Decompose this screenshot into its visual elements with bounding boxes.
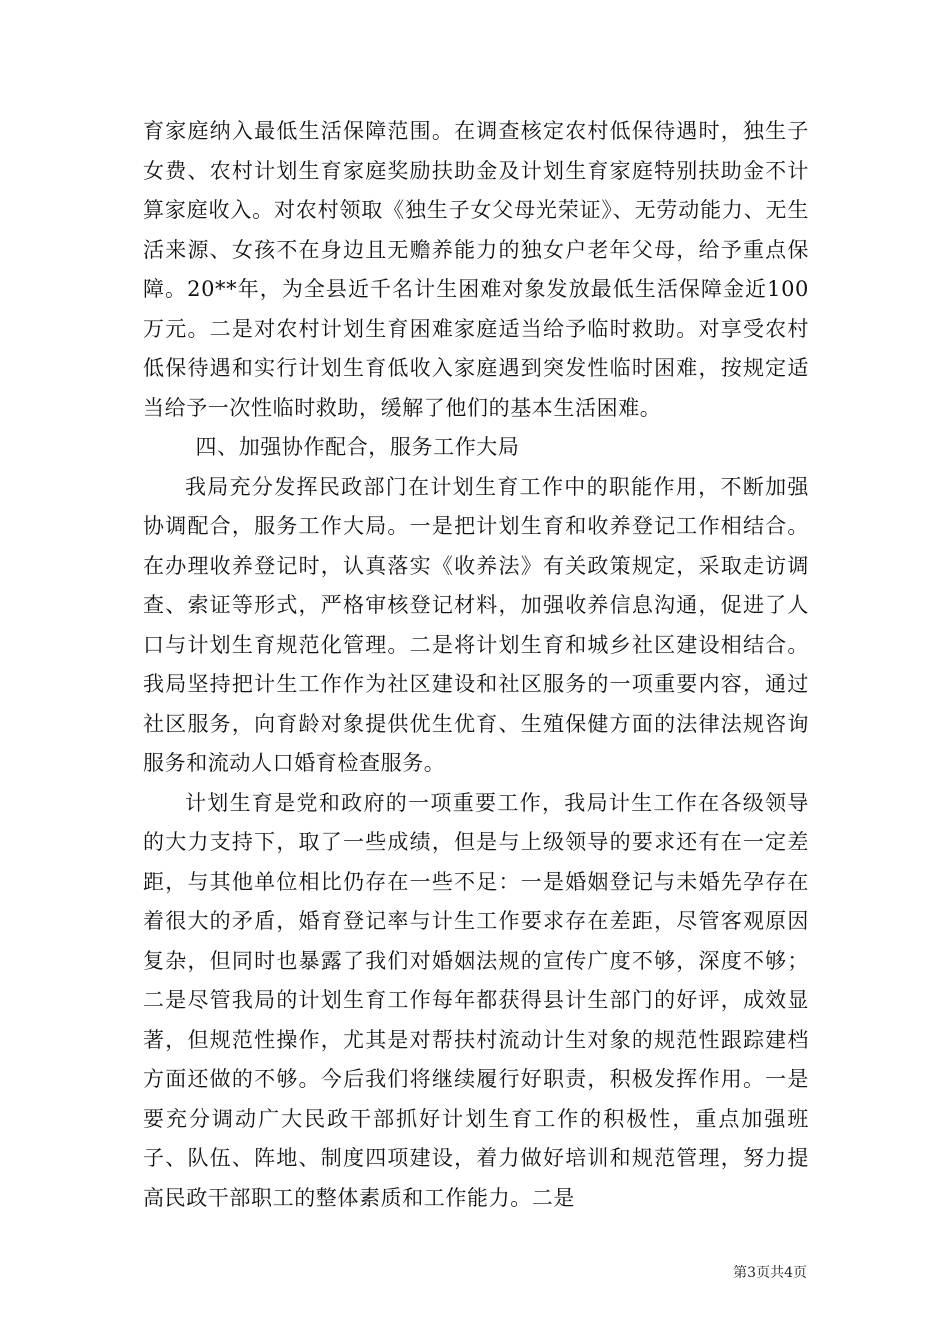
paragraph-summary: 计划生育是党和政府的一项重要工作，我局计生工作在各级领导的大力支持下，取了一些成绩，但是与上级领导的要求还有在一定差距，与其他单位相比仍存在一些不足：一是婚姻登记与未婚先孕存在着很大的矛盾，婚育登记率与计生工作要求存在差距，尽管客观原因复杂，但同时也暴露了我们对婚姻法规的宣传广度不够，深度不够；二是尽管我局的计划生育工作每年都获得县计生部门的好评，成效显著，但规范性操作，尤其是对帮扶村流动计生对象的规范性跟踪建档方面还做的不够。今后我们将继续履行好职责，积极发挥作用。一是要充分调动广大民政干部抓好计划生育工作的积极性，重点加强班子、队伍、阵地、制度四项建设，着力做好培训和规范管理，努力提高民政干部职工的整体素质和工作能力。二是 <box>143 790 809 1210</box>
paragraph-coordination: 我局充分发挥民政部门在计划生育工作中的职能作用，不断加强协调配合，服务工作大局。一是把计划生育和收养登记工作相结合。在办理收养登记时，认真落实《收养法》有关政策规定，采取走访调查、索证等形式，严格审核登记材料，加强收养信息沟通，促进了人口与计划生育规范化管理。二是将计划生育和城乡社区建设相结合。我局坚持把计生工作作为社区建设和社区服务的一项重要内容，通过社区服务，向育龄对象提供优生优育、生殖保健方面的法律法规咨询服务和流动人口婚育检查服务。 <box>143 474 809 775</box>
section-heading-cooperation: 四、加强协作配合，服务工作大局 <box>195 435 520 459</box>
paragraph-low-income-guarantee: 育家庭纳入最低生活保障范围。在调查核定农村低保待遇时，独生子女费、农村计划生育家庭奖励扶助金及计划生育家庭特别扶助金不计算家庭收入。对农村领取《独生子女父母光荣证》、无劳动能力、无生活来源、女孩不在身边且无赡养能力的独女户老年父母，给予重点保障。20**年，为全县近千名计生困难对象发放最低生活保障金近100万元。二是对农村计划生育困难家庭适当给予临时救助。对享受农村低保待遇和实行计划生育低收入家庭遇到突发性临时困难，按规定适当给予一次性临时救助，缓解了他们的基本生活困难。 <box>143 119 809 420</box>
page-number-footer: 第3页共4页 <box>733 1265 807 1281</box>
document-body <box>143 112 809 1218</box>
